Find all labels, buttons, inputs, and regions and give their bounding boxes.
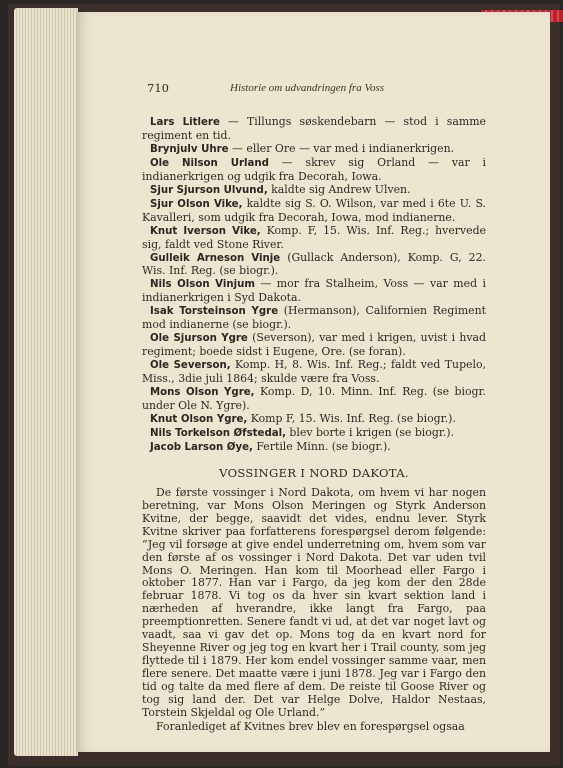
entry-text: Fertile Minn. (se biogr.). (252, 439, 391, 453)
section-body (142, 487, 486, 734)
entry-text: Komp. H, 8. Wis. Inf. Reg.; faldt ved Tupelo, Miss., 3die juli 1864; skulde være fra Voss. (142, 358, 486, 386)
page-edges (14, 8, 78, 756)
list-item (142, 184, 486, 198)
entry-name: Knut Olson Ygre, (150, 413, 248, 425)
entry-text: (Severson), var med i krigen, uvist i hvad regiment; boede sidst i Eugene, Ore. (se foran). (142, 331, 486, 359)
entry-name: Brynjulv Uhre (150, 143, 229, 155)
list-item (142, 427, 486, 441)
book-page (76, 12, 550, 752)
section-heading: VOSSINGER I NORD DAKOTA. (219, 465, 409, 480)
entry-text: — Tillungs søskendebarn — stod i samme regiment en tid. (142, 115, 486, 142)
entry-list (142, 116, 486, 455)
list-item (142, 278, 486, 305)
entry-text: — mor fra Stalheim, Voss — var med i indianerkrigen i Syd Dakota. (142, 277, 486, 305)
entry-text: Komp F, 15. Wis. Inf. Reg. (se biogr.). (247, 411, 456, 425)
entry-name: Nils Torkelson Øfstedal, (150, 427, 286, 439)
list-item (142, 143, 486, 157)
entry-name: Gulleik Arneson Vinje (150, 252, 281, 264)
page-content (142, 82, 486, 734)
list-item (142, 225, 486, 252)
list-item (142, 305, 486, 332)
running-title: Historie om udvandringen fra Voss (230, 82, 384, 94)
list-item (142, 116, 486, 143)
page-number: 710 (147, 81, 169, 95)
entry-name: Nils Olson Vinjum (150, 279, 255, 291)
entry-name: Ole Nilson Urland (150, 157, 269, 169)
entry-name: Lars Litlere (150, 117, 220, 128)
entry-text: (Hermanson), Californien Regiment mod indianerne (se biogr.). (142, 304, 486, 332)
entry-text: — skrev sig Orland — var i indianerkrigen og udgik fra Decorah, Iowa. (142, 155, 486, 183)
entry-name: Isak Torsteinson Ygre (150, 306, 279, 318)
entry-text: kaldte sig Andrew Ulven. (267, 182, 411, 196)
list-item (142, 441, 486, 455)
entry-name: Knut Iverson Vike, (150, 225, 261, 237)
entry-name: Sjur Olson Vike, (150, 198, 243, 210)
paragraph: De første vossinger i Nord Dakota, om hvem vi har nogen beretning, var Mons Olson Meringen og Styrk Anderson Kvitne, der begge, saavidt det vides, endnu lever. Styrk Kvitne skriver paa forfatterens forespørgsel derom følgende: “Jeg vil forsøge at give endel underretning om, hvem som var den første af os vossinger i Nord Dakota. Det var uden tvil Mons O. Meringen. Han kom til Moorhead eller Fargo i oktober 1877. Han var i Fargo, da jeg kom der den 28de februar 1878. Vi tog os da hver sin kvart sektion land i nærheden af hverandre, ikke langt fra Fargo, paa preemptionretten. Senere fandt vi ud, at det var noget lavt og vaadt, saa vi gav det op. Mons tog da en kvart nord for Sheyenne River og jeg tog en kvart her i Trail county, som jeg flyttede til i 1879. Her kom endel vossinger samme vaar, men flere senere. Det maatte være i juni 1878. Jeg var i Fargo den tid og talte da med flere af dem. De reiste til Goose River og tog sig land der. Det var Helge Dolve, Haldor Nestaas, Torstein Skjeldal og Ole Urland.” (142, 485, 486, 719)
entry-text: (Gullack Anderson), Komp. G, 22. Wis. Inf. Reg. (se biogr.). (142, 250, 486, 278)
list-item (142, 386, 486, 413)
list-item (142, 198, 486, 225)
entry-name: Ole Severson, (150, 360, 231, 372)
list-item (142, 252, 486, 279)
entry-name: Ole Sjurson Ygre (150, 333, 248, 345)
entry-text: kaldte sig S. O. Wilson, var med i 6te U. S. Kavalleri, som udgik fra Decorah, Iowa, mod indianerne. (142, 196, 486, 224)
entry-name: Mons Olson Ygre, (150, 387, 255, 399)
entry-text: Komp. D, 10. Minn. Inf. Reg. (se biogr. under Ole N. Ygre). (142, 385, 486, 413)
entry-name: Jacob Larson Øye, (150, 441, 253, 453)
entry-text: — eller Ore — var med i indianerkrigen. (228, 141, 455, 155)
entry-text: blev borte i krigen (se biogr.). (285, 425, 454, 439)
list-item (142, 413, 486, 427)
list-item (142, 359, 486, 386)
entry-text: Komp. F, 15. Wis. Inf. Reg.; hvervede sig, faldt ved Stone River. (142, 223, 486, 251)
paragraph: Foranlediget af Kvitnes brev blev en forespørgsel ogsaa (156, 719, 465, 733)
list-item (142, 332, 486, 359)
list-item (142, 157, 486, 184)
running-head (142, 82, 486, 102)
entry-name: Sjur Sjurson Ulvund, (150, 184, 268, 196)
